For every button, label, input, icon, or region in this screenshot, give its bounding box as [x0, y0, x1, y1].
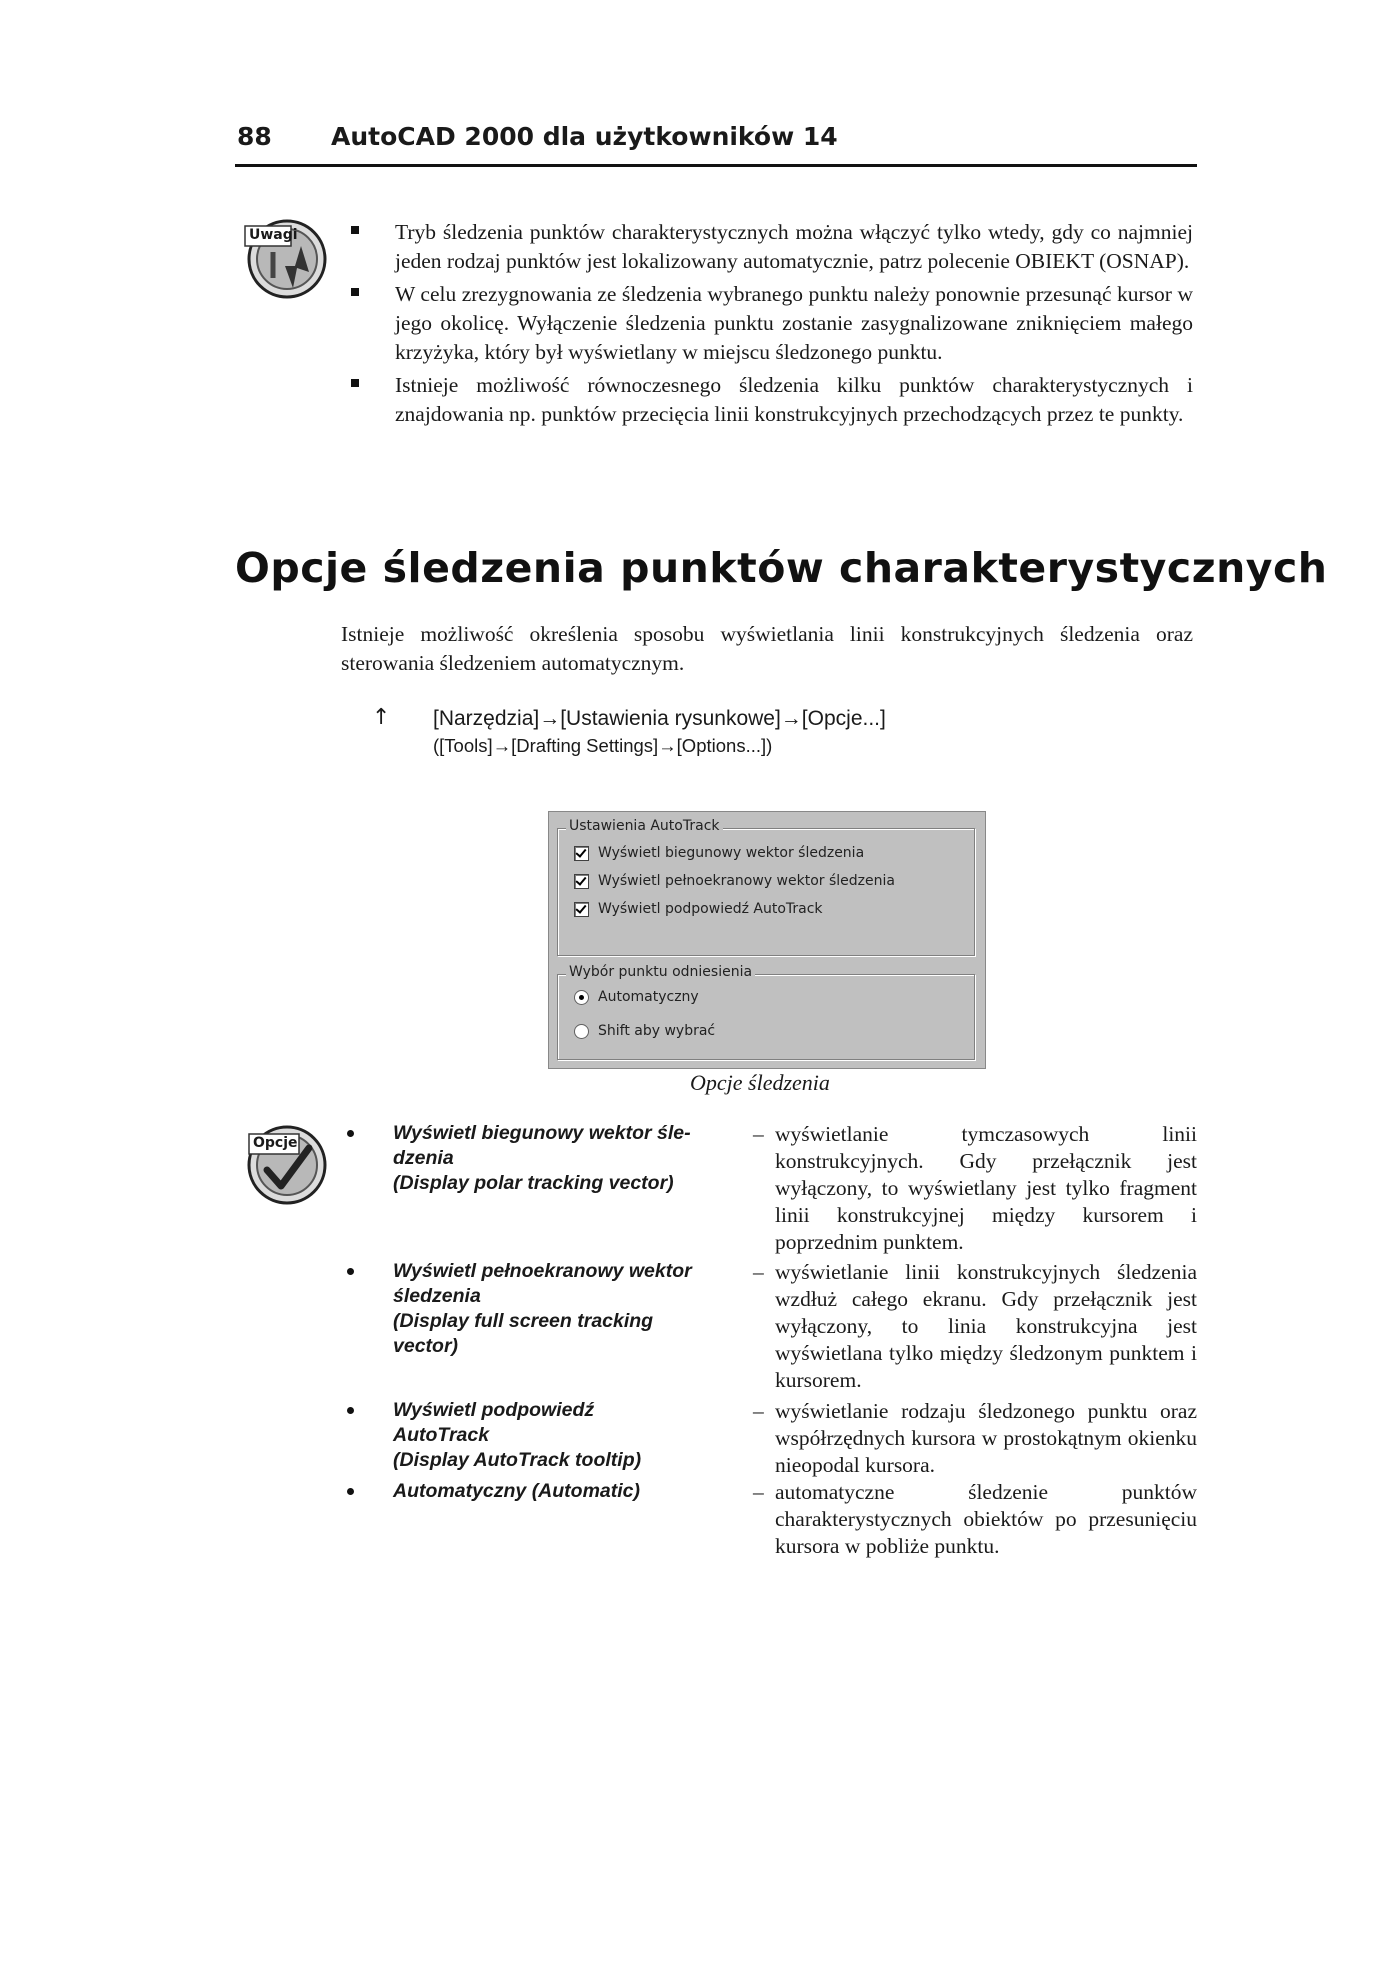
bullet-dot-icon [347, 1268, 354, 1275]
menu-path-pl: [Narzędzia]→[Ustawienia rysunkowe]→[Opcje...] [433, 707, 886, 730]
bullet-dot-icon [347, 1130, 354, 1137]
book-title: AutoCAD 2000 dla użytkowników 14 [331, 122, 838, 151]
bullet-square-icon [351, 288, 359, 296]
option-name: Automatyczny (Automatic) [393, 1480, 641, 1502]
checkbox-checked-icon[interactable] [574, 902, 589, 917]
option-description: wyświetlanie tymczasowych linii konstrukcyjnych. Gdy przełącznik jest wyłączony, to wyświetlany jest tylko fragment linii konstrukcyjnej między kursorem i poprzednim punktem. [775, 1122, 1197, 1254]
radio-automatic[interactable]: Automatyczny [574, 989, 699, 1005]
radio-selected-icon[interactable] [574, 990, 589, 1005]
checkbox-checked-icon[interactable] [574, 874, 589, 889]
option-description: wyświetlanie linii konstrukcyjnych śledzenia wzdłuż całego ekranu. Gdy przełącznik jest wyłączony, to linia konstrukcyjna jest wyświetlana tylko między śledzonym punktem i kursorem. [775, 1260, 1197, 1392]
checkbox-fullscreen-vector[interactable]: Wyświetl pełnoekranowy wektor śledzenia [574, 873, 895, 889]
figure-caption: Opcje śledzenia [690, 1070, 830, 1095]
radio-unselected-icon[interactable] [574, 1024, 589, 1039]
checkbox-checked-icon[interactable] [574, 846, 589, 861]
note-item: Tryb śledzenia punktów charakterystycznych można włączyć tylko wtedy, gdy co najmniej jeden rodzaj punktów jest lokalizowany automatycznie, patrz polecenie OBIEKT (OSNAP). [351, 218, 1193, 276]
note-item: Istnieje możliwość równoczesnego śledzenia kilku punktów charakterystycznych i znajdowania np. punktów przecięcia linii konstrukcyjnych przechodzących przez te punkty. [351, 371, 1193, 429]
checkbox-autotrack-tooltip[interactable]: Wyświetl podpowiedź AutoTrack [574, 901, 823, 917]
page-number: 88 [237, 122, 272, 151]
running-header [235, 122, 1197, 167]
menu-path-en: ([Tools]→[Drafting Settings]→[Options...]) [433, 735, 773, 756]
bullet-dot-icon [347, 1488, 354, 1495]
option-dash: – [753, 1122, 764, 1146]
menu-arrow-icon: ↑ [372, 705, 391, 730]
option-name: Wyświetl pełnoekranowy wektor śledzenia (Display full screen tracking vector) [393, 1260, 692, 1357]
option-description: automatyczne śledzenie punktów charakterystycznych obiektów po przesunięciu kursora w pobliże punktu. [775, 1480, 1197, 1558]
section-title: Opcje śledzenia punktów charakterystycznych [235, 544, 1328, 592]
bullet-square-icon [351, 379, 359, 387]
option-name: Wyświetl biegunowy wektor śle- dzenia (Display polar tracking vector) [393, 1122, 691, 1194]
tracking-options-dialog [548, 811, 986, 1069]
option-description: wyświetlanie rodzaju śledzonego punktu oraz współrzędnych kursora w prostokątnym okienku nieopodal kursora. [775, 1399, 1197, 1477]
intro-paragraph: Istnieje możliwość określenia sposobu wyświetlania linii konstrukcyjnych śledzenia oraz sterowania śledzeniem automatycznym. [341, 622, 1193, 675]
reference-point-group [557, 964, 975, 1060]
options-badge-label: Opcje [253, 1135, 298, 1151]
notes-badge-icon [243, 212, 335, 304]
option-dash: – [753, 1480, 764, 1504]
note-item: W celu zrezygnowania ze śledzenia wybranego punktu należy ponownie przesunąć kursor w jego okolicę. Wyłączenie śledzenia punktu zostanie zasygnalizowane zniknięciem małego krzyżyka, który był wyświetlany w miejscu śledzonego punktu. [351, 280, 1193, 367]
autotrack-settings-group [557, 818, 975, 956]
group-title: Ustawienia AutoTrack [566, 818, 723, 834]
checkbox-polar-vector[interactable]: Wyświetl biegunowy wektor śledzenia [574, 845, 864, 861]
radio-shift-to-acquire[interactable]: Shift aby wybrać [574, 1023, 715, 1039]
notes-badge-label: Uwagi [249, 227, 298, 243]
option-dash: – [753, 1399, 764, 1423]
group-title: Wybór punktu odniesienia [566, 964, 755, 980]
option-dash: – [753, 1260, 764, 1284]
notes-list [351, 218, 1193, 433]
bullet-dot-icon [347, 1407, 354, 1414]
option-name: Wyświetl podpowiedź AutoTrack (Display AutoTrack tooltip) [393, 1399, 642, 1471]
options-badge-icon [243, 1118, 335, 1210]
bullet-square-icon [351, 226, 359, 234]
